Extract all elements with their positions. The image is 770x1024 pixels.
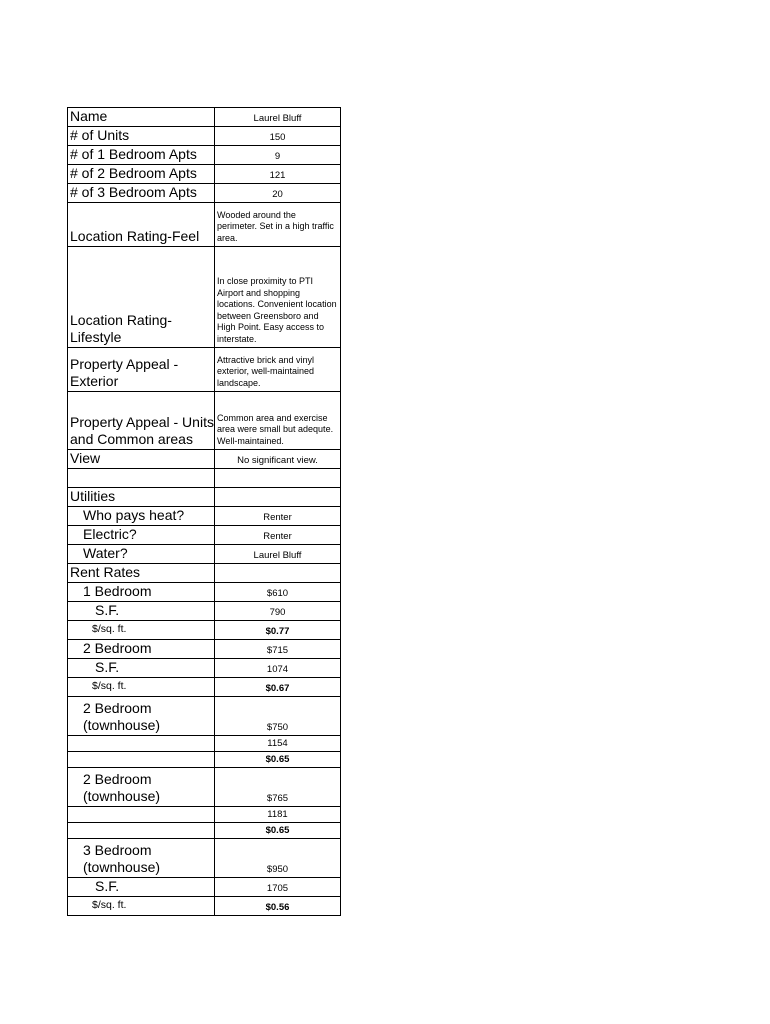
table-row [68,165,341,184]
row-label: 2 Bedroom (townhouse) [68,768,215,807]
row-value: Attractive brick and vinyl exterior, well-maintained landscape. [215,348,341,392]
row-label [68,752,215,768]
row-value: 790 [215,602,341,621]
row-value: $0.65 [215,752,341,768]
row-label: $/sq. ft. [68,897,215,916]
row-label: # of 3 Bedroom Apts [68,184,215,203]
row-value: $750 [215,697,341,736]
row-value: 121 [215,165,341,184]
table-row [68,127,341,146]
table-row [68,839,341,878]
row-label [68,469,215,488]
table-row [68,247,341,348]
row-value: Renter [215,507,341,526]
table-row [68,697,341,736]
row-label: 2 Bedroom [68,640,215,659]
table-row [68,203,341,247]
row-label: Water? [68,545,215,564]
row-label: # of Units [68,127,215,146]
row-label: Utilities [68,488,215,507]
row-label: S.F. [68,659,215,678]
row-value: 1074 [215,659,341,678]
table-row [68,583,341,602]
row-value: Wooded around the perimeter. Set in a high traffic area. [215,203,341,247]
row-value: In close proximity to PTI Airport and shopping locations. Convenient location between Greensboro and High Point. Easy access to interstate. [215,247,341,348]
row-label: # of 1 Bedroom Apts [68,146,215,165]
row-value: Laurel Bluff [215,545,341,564]
row-label [68,807,215,823]
row-label [68,823,215,839]
row-value: $610 [215,583,341,602]
row-label: $/sq. ft. [68,678,215,697]
row-value: $0.56 [215,897,341,916]
table-row [68,640,341,659]
row-value: $765 [215,768,341,807]
row-label: Property Appeal - Units and Common areas [68,392,215,450]
row-value: No significant view. [215,450,341,469]
table-row [68,392,341,450]
table-row [68,659,341,678]
table-body [68,108,341,916]
row-value [215,469,341,488]
row-value: 1705 [215,878,341,897]
table-row [68,146,341,165]
table-row [68,621,341,640]
row-value: Common area and exercise area were small but adequte. Well-maintained. [215,392,341,450]
row-label: Name [68,108,215,127]
table-row [68,469,341,488]
row-label: Location Rating-Feel [68,203,215,247]
row-value: 9 [215,146,341,165]
table-row [68,545,341,564]
row-value: $950 [215,839,341,878]
table-row [68,878,341,897]
table-row [68,564,341,583]
row-label: Who pays heat? [68,507,215,526]
table-row [68,348,341,392]
row-value: 1154 [215,736,341,752]
row-value: 1181 [215,807,341,823]
table-row [68,184,341,203]
table-row [68,897,341,916]
table-row [68,768,341,807]
table-row [68,602,341,621]
row-value: Renter [215,526,341,545]
row-value [215,564,341,583]
row-label: S.F. [68,602,215,621]
row-value: Laurel Bluff [215,108,341,127]
row-label: Electric? [68,526,215,545]
row-label: Property Appeal - Exterior [68,348,215,392]
row-value: 150 [215,127,341,146]
table-row [68,823,341,839]
row-value [215,488,341,507]
row-label [68,736,215,752]
row-value: $0.77 [215,621,341,640]
row-label: 3 Bedroom (townhouse) [68,839,215,878]
table-row [68,450,341,469]
row-value: $0.67 [215,678,341,697]
row-label: # of 2 Bedroom Apts [68,165,215,184]
row-label: Location Rating-Lifestyle [68,247,215,348]
table-row [68,678,341,697]
row-value: $715 [215,640,341,659]
row-label: $/sq. ft. [68,621,215,640]
row-label: S.F. [68,878,215,897]
row-label: View [68,450,215,469]
table-row [68,108,341,127]
table-row [68,488,341,507]
row-value: 20 [215,184,341,203]
row-label: Rent Rates [68,564,215,583]
table-row [68,507,341,526]
table-row [68,526,341,545]
table-row [68,752,341,768]
row-value: $0.65 [215,823,341,839]
table-row [68,807,341,823]
row-label: 1 Bedroom [68,583,215,602]
table-row [68,736,341,752]
row-label: 2 Bedroom (townhouse) [68,697,215,736]
property-comparison-table [67,107,341,916]
